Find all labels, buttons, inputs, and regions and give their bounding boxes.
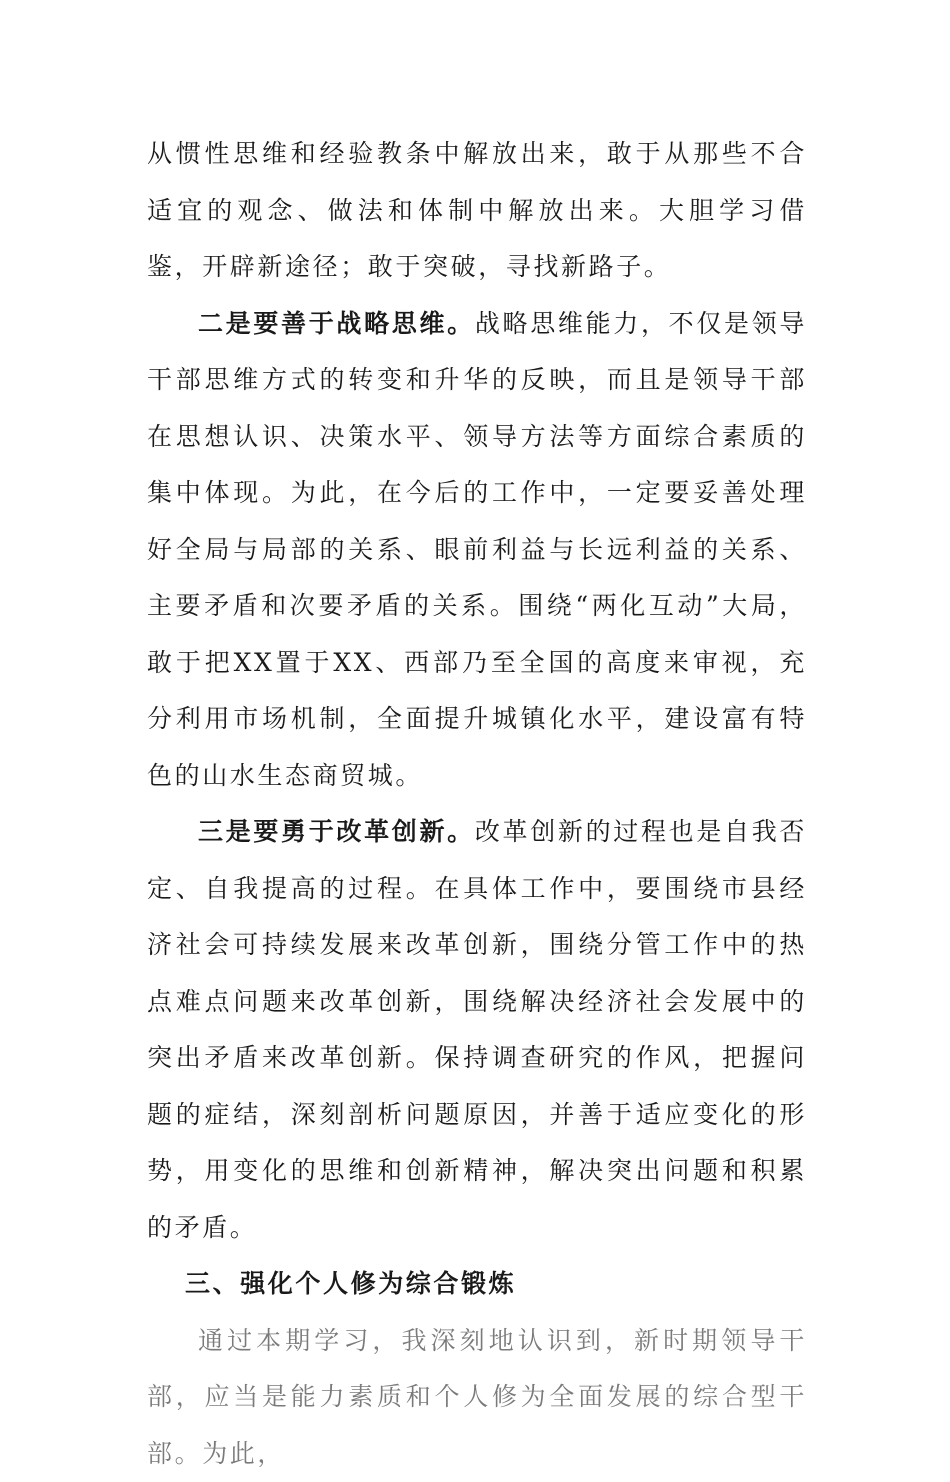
- paragraph-text: 战略思维能力，不仅是领导干部思维方式的转变和升华的反映，而且是领导干部在思想认识、决策水平、领导方法等方面综合素质的集中体现。为此，在今后的工作中，一定要妥善处理好全局与局部的关系、眼前利益与长远利益的关系、主要矛盾和次要矛盾的关系。围绕“两化互动”大局，敢于把XX置于XX、西部乃至全国的高度来审视，充分利用市场机制，全面提升城镇化水平，建设富有特色的山水生态商贸城。: [147, 309, 807, 790]
- paragraph-strategic-thinking: [147, 296, 807, 805]
- paragraph-lead: 三是要勇于改革创新。: [198, 817, 475, 846]
- paragraph-text: 通过本期学习，我深刻地认识到，新时期领导干部，应当是能力素质和个人修为全面发展的综合型干部。为此，: [147, 1326, 807, 1468]
- document-page: [147, 126, 807, 1482]
- paragraph-continuation: [147, 126, 807, 296]
- paragraph-reform-innovation: [147, 804, 807, 1256]
- paragraph-text: 改革创新的过程也是自我否定、自我提高的过程。在具体工作中，要围绕市县经济社会可持续发展来改革创新，围绕分管工作中的热点难点问题来改革创新，围绕解决经济社会发展中的突出矛盾来改革创新。保持调查研究的作风，把握问题的症结，深刻剖析问题原因，并善于适应变化的形势，用变化的思维和创新精神，解决突出问题和积累的矛盾。: [147, 817, 807, 1242]
- paragraph-personal-cultivation: [147, 1313, 807, 1482]
- paragraph-lead: 二是要善于战略思维。: [198, 309, 475, 338]
- section-heading: 三、强化个人修为综合锻炼: [147, 1256, 807, 1313]
- paragraph-text: 从惯性思维和经验教条中解放出来，敢于从那些不合适宜的观念、做法和体制中解放出来。大胆学习借鉴，开辟新途径；敢于突破，寻找新路子。: [147, 139, 807, 281]
